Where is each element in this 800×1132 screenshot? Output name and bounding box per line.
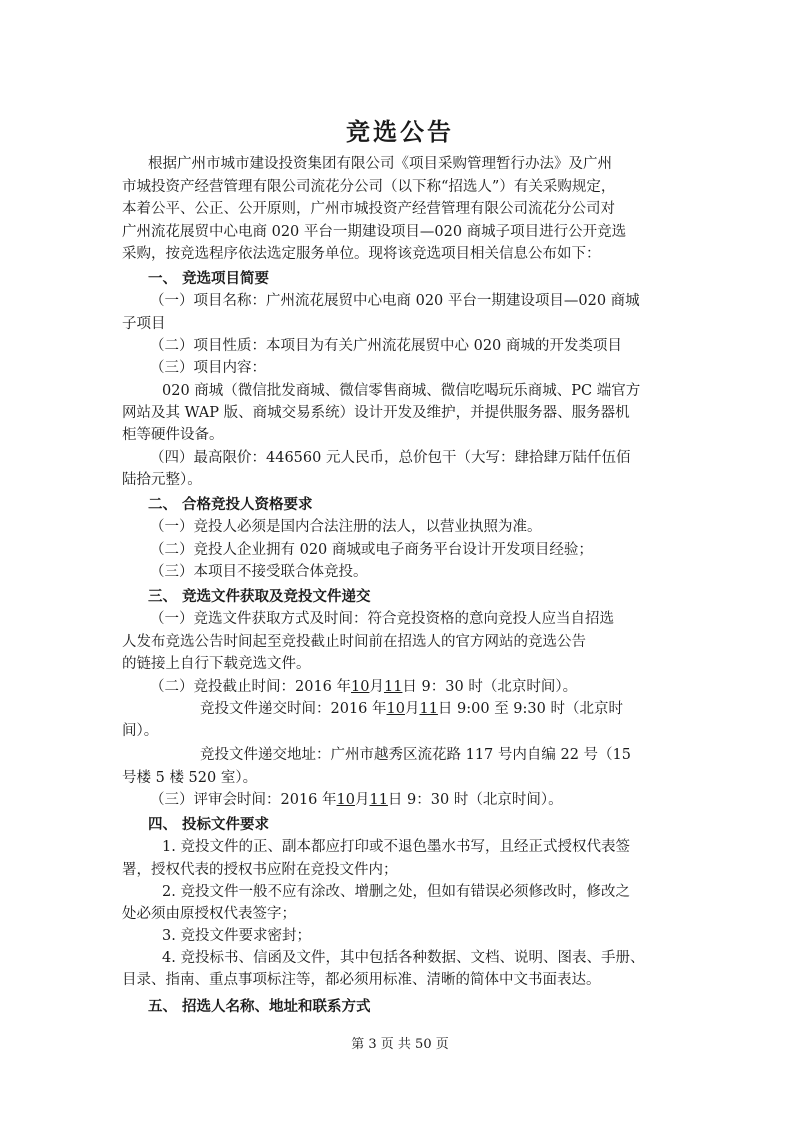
s1-item-4-line-2: 陆拾元整）。 [122, 472, 202, 489]
s4-item-2-line-2: 处必须由原授权代表签字； [122, 906, 296, 923]
section-3-heading: 三、 竞选文件获取及竞投文件递交 [148, 588, 371, 606]
submit-time-day: 11 [419, 700, 438, 717]
page-number-footer: 第 3 页 共 50 页 [351, 1037, 449, 1053]
s3-address-line-1: 竞投文件递交地址：广州市越秀区流花路 117 号内自编 22 号（15 [200, 747, 632, 764]
s4-item-4-line-2: 目录、指南、重点事项标注等，都必须用标准、清晰的简体中文书面表达。 [122, 972, 601, 989]
submit-time-suffix: 日 9:00 至 9:30 时（北京时 [437, 700, 623, 717]
review-month-label: 月 [354, 792, 370, 809]
s1-item-4-line-1: （四）最高限价：446560 元人民币，总价包干（大写：肆拾肆万陆仟伍佰 [150, 449, 631, 466]
intro-line-1: 根据广州市城市建设投资集团有限公司《项目采购管理暂行办法》及广州 [148, 156, 612, 173]
section-5-heading: 五、 招选人名称、地址和联系方式 [148, 998, 371, 1016]
s4-item-4-line-1: 4. 竞投标书、信函及文件，其中包括各种数据、文档、说明、图表、手册、 [162, 950, 645, 967]
s4-item-1-line-1: 1. 竞投文件的正、副本都应打印或不退色墨水书写，且经正式授权代表签 [162, 839, 630, 856]
review-prefix: （三）评审会时间：2016 年 [150, 792, 337, 809]
submit-time-month-label: 月 [404, 700, 420, 717]
deadline-month-label: 月 [369, 678, 384, 695]
section-1-heading: 一、 竞选项目简要 [148, 270, 270, 287]
intro-line-4: 广州流花展贸中心电商 020 平台一期建设项目—020 商城子项目进行公开竞选 [122, 223, 627, 240]
s3-deadline [150, 678, 577, 697]
s3-item-1-line-1: （一）竞选文件获取方式及时间：符合竞投资格的意向竞投人应当自招选 [150, 611, 614, 628]
s1-item-2: （二）项目性质：本项目为有关广州流花展贸中心 020 商城的开发类项目 [150, 337, 622, 354]
section-2-heading: 二、 合格竞投人资格要求 [148, 496, 313, 514]
submit-time-month: 10 [386, 700, 405, 717]
s2-item-2: （二）竞投人企业拥有 020 商城或电子商务平台设计开发项目经验； [150, 541, 593, 558]
s4-item-2-line-1: 2. 竞投文件一般不应有涂改、增删之处，但如有错误必须修改时，修改之 [162, 884, 630, 901]
deadline-day: 11 [383, 678, 403, 695]
review-suffix: 日 9：30 时（北京时间）。 [387, 792, 563, 809]
intro-line-2: 市城投资产经营管理有限公司流花分公司（以下称“招选人”）有关采购规定， [122, 178, 616, 195]
s1-item-3-content-3: 柜等硬件设备。 [122, 427, 224, 444]
deadline-prefix: （二）竞投截止时间：2016 年 [150, 678, 352, 695]
s3-submit-time-cont: 间）。 [122, 723, 159, 740]
submit-time-prefix: 竞投文件递交时间：2016 年 [200, 700, 387, 717]
s2-item-1: （一）竞投人必须是国内合法注册的法人，以营业执照为准。 [150, 519, 542, 536]
section-4-heading: 四、 投标文件要求 [148, 816, 270, 834]
s3-address-line-2: 号楼 5 楼 520 室）。 [122, 769, 258, 786]
s3-item-1-line-2: 人发布竞选公告时间起至竞投截止时间前在招选人的官方网站的竞选公告 [122, 633, 586, 650]
s2-item-3: （三）本项目不接受联合体竞投。 [150, 564, 368, 581]
deadline-suffix: 日 9：30 时（北京时间）。 [402, 678, 578, 695]
deadline-month: 10 [351, 678, 370, 695]
s1-item-3-content-2: 网站及其 WAP 版、商城交易系统）设计开发及维护，并提供服务器、服务器机 [122, 405, 630, 422]
s4-item-3: 3. 竞投文件要求密封； [162, 928, 311, 945]
s3-item-1-line-3: 的链接上自行下载竞选文件。 [122, 656, 311, 673]
intro-line-5: 采购，按竞选程序依法选定服务单位。现将该竞选项目相关信息公布如下： [122, 245, 601, 262]
s1-item-1-line-1: （一）项目名称：广州流花展贸中心电商 020 平台一期建设项目—020 商城 [150, 293, 640, 310]
review-month: 10 [336, 792, 355, 809]
page-title: 竞选公告 [346, 117, 454, 146]
s3-review-time [150, 791, 563, 810]
s1-item-3-content-1: 020 商城（微信批发商城、微信零售商城、微信吃喝玩乐商城、PC 端官方 [162, 382, 641, 399]
s3-submit-time [200, 700, 623, 719]
intro-line-3: 本着公平、公正、公开原则，广州市城投资产经营管理有限公司流花分公司对 [122, 201, 615, 218]
review-day: 11 [369, 792, 388, 809]
s1-item-1-line-2: 子项目 [122, 315, 166, 332]
s4-item-1-line-2: 署，授权代表的授权书应附在竞投文件内； [122, 861, 398, 878]
s1-item-3: （三）项目内容： [150, 360, 266, 377]
